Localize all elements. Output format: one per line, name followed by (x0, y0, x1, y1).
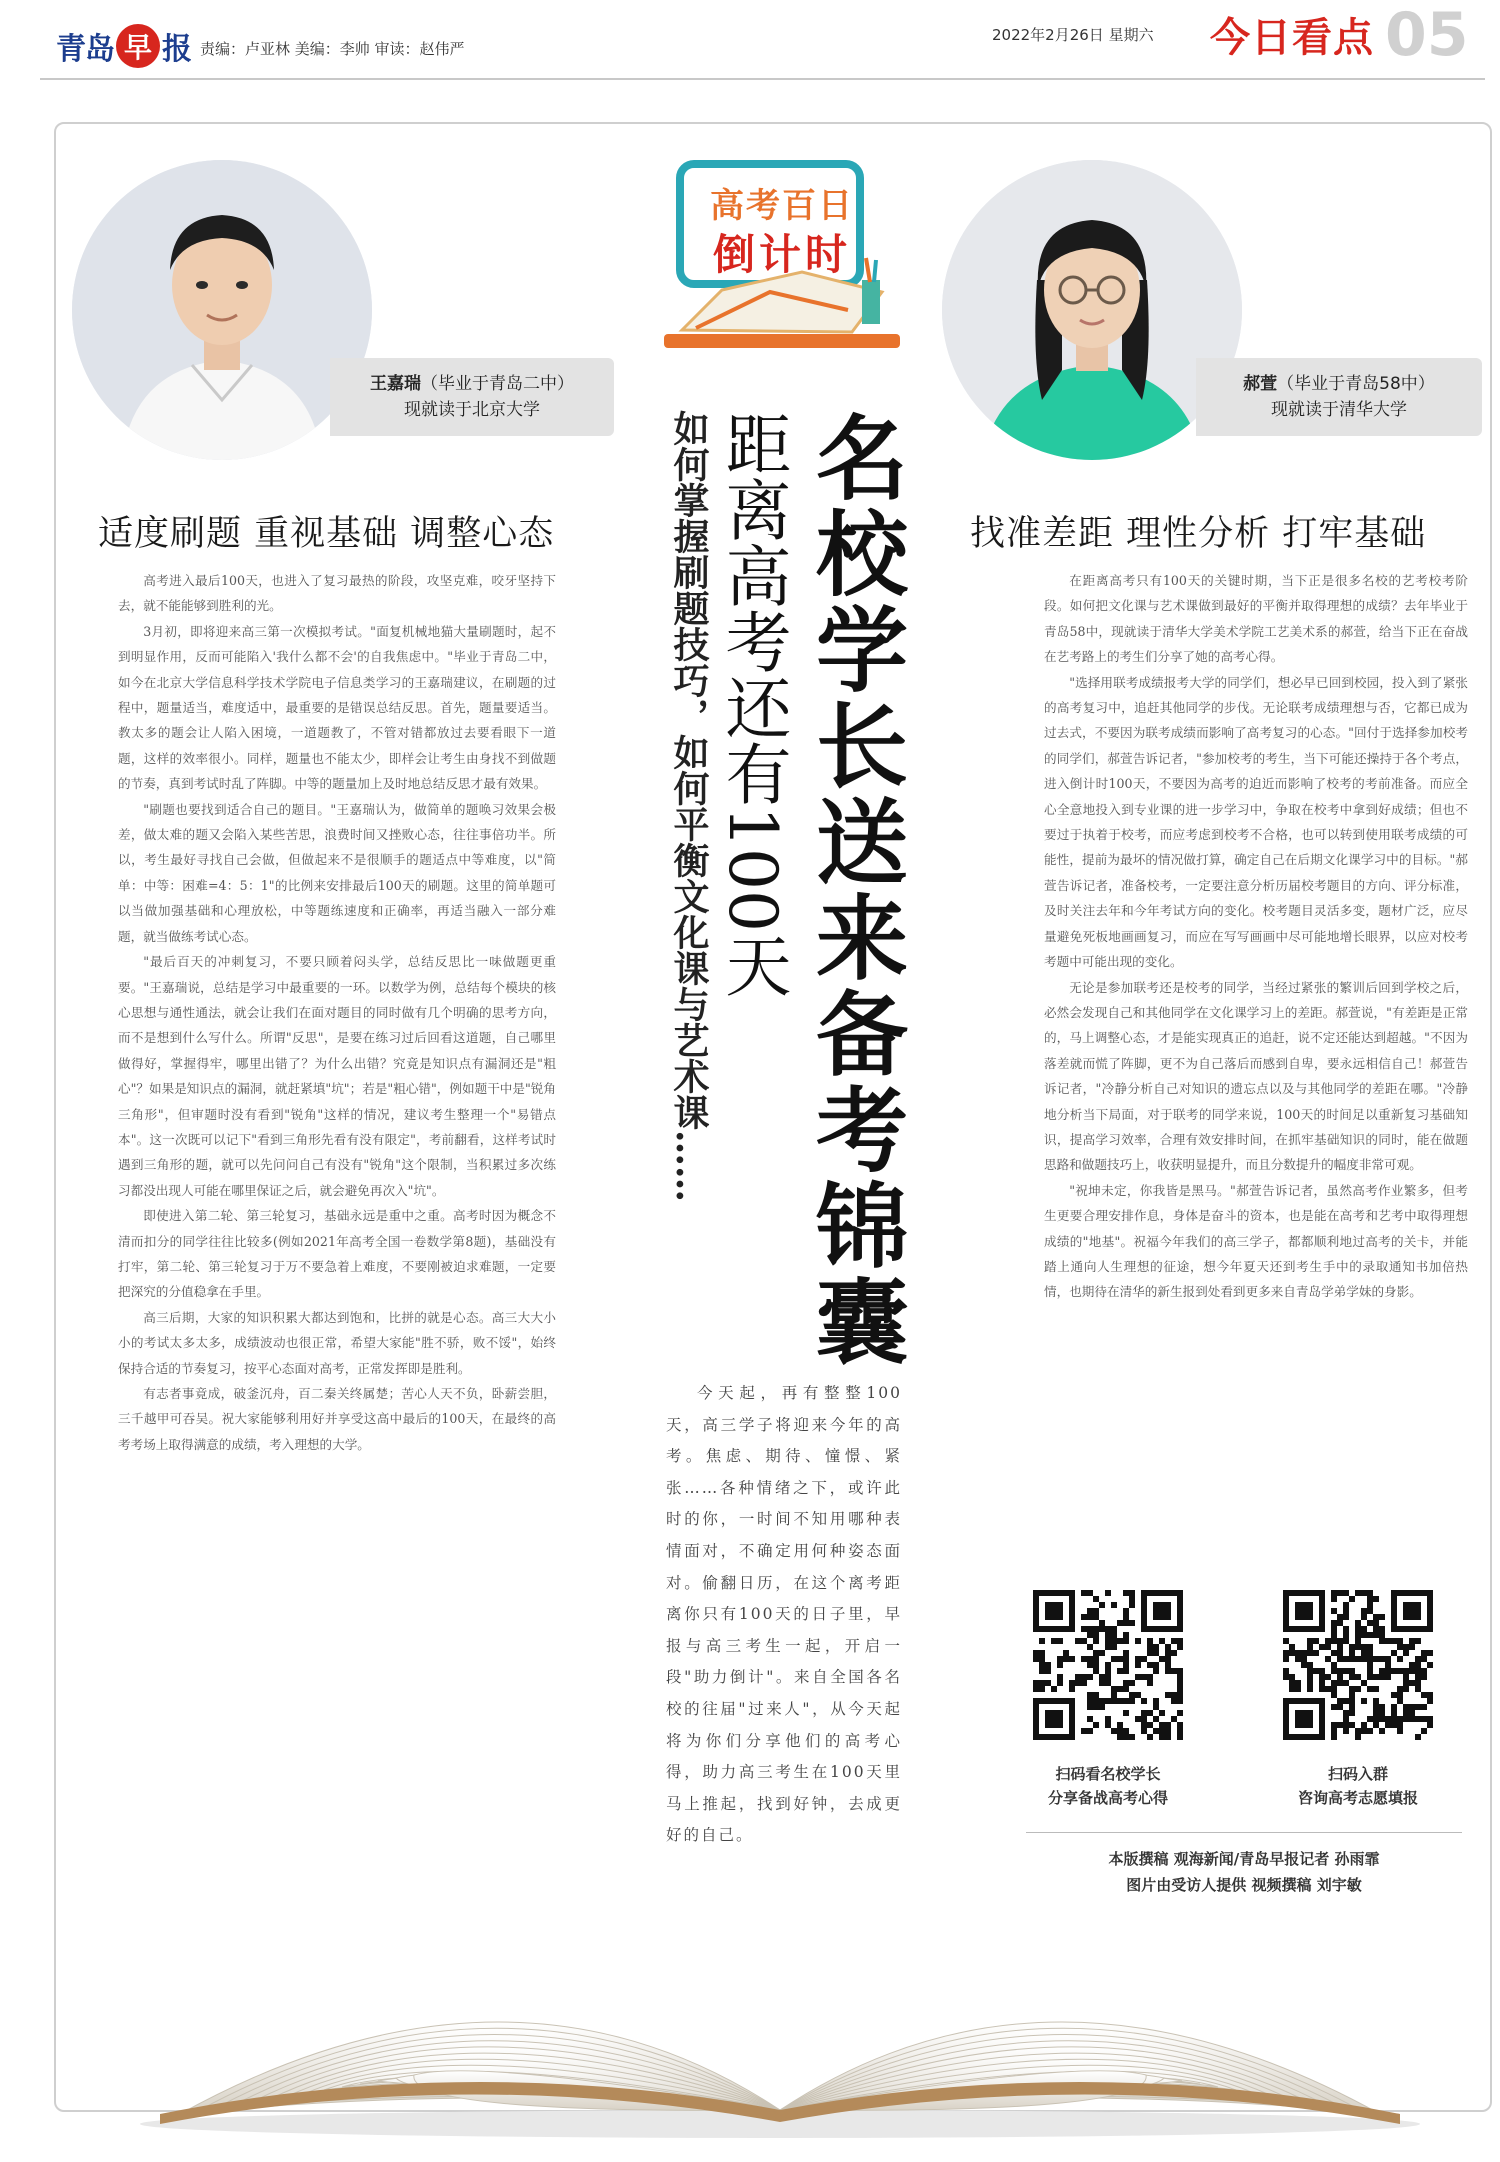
portrait-wang-jiarui (72, 160, 372, 460)
left-column-title: 适度刷题 重视基础 调整心态 (98, 514, 555, 554)
qr-caption (1258, 1762, 1458, 1810)
left-paragraph: 高三后期，大家的知识积累大都达到饱和，比拼的就是心态。高三大大小小的考试太多太多，成绩波动也很正常，希望大家能"胜不骄，败不馁"，始终保持合适的节奏复习，按平心态面对高考，正常发挥即是胜利。 (118, 1309, 556, 1376)
right-name: 郝萱 (1243, 374, 1278, 394)
badge-line2: 倒计时 (712, 230, 851, 279)
editor-credits: 责编：卢亚林 美编：李帅 审读：赵伟严 (200, 40, 465, 58)
left-article-body (118, 568, 556, 1856)
issue-date: 2022年2月26日 星期六 (992, 26, 1154, 44)
left-university: 现就读于北京大学 (404, 400, 540, 420)
qr-caption-line2: 咨询高考志愿填报 (1297, 1789, 1418, 1807)
right-paragraph: "祝坤未定，你我皆是黑马。"郝萱告诉记者，虽然高考作业繁多，但考生更要合理安排作息，身体是奋斗的资本，也是能在高考和艺考中取得理想成绩的"地基"。祝福今年我们的高三学子，都都顺利地过高考的关卡，并能踏上通向人生理想的征途，想今年夏天还到考生手中的录取通知书加倍热情，也期待在清华的新生报到处看到更多来自青岛学弟学妹的身影。 (1044, 1182, 1468, 1300)
left-paragraph: "刷题也要找到适合自己的题目。"王嘉瑞认为，做简单的题唤习效果会极差，做太难的题又会陷入某些苦思，浪费时间又挫败心态，往往事倍功半。所以，考生最好寻找自己会做，但做起来不是很顺手的题适点中等难度，以"简单：中等：困难=4：5：1"的比例来安排最后100天的刷题。这里的简单题可以当做加强基础和心理放松，中等题练速度和正确率，再适当融入一部分难题，就当做练考试心态。 (118, 801, 556, 944)
qr-caption-line1: 扫码看名校学长 (1055, 1765, 1161, 1783)
newspaper-logo[interactable] (56, 24, 191, 68)
sub-headline: 距离高考还有100天 (714, 410, 791, 998)
badge-line1: 高考百日 (710, 186, 854, 226)
qr-caption-line2: 分享备战高考心得 (1047, 1789, 1168, 1807)
logo-seal-icon: 早 (116, 24, 160, 68)
right-article-body (1044, 568, 1468, 1536)
page-number: 05 (1385, 0, 1469, 70)
credits-line2: 图片由受访人提供 视频撰稿 刘宇敏 (1126, 1876, 1362, 1894)
left-paragraph: 高考进入最后100天，也进入了复习最热的阶段，攻坚克难，咬牙坚持下去，就不能能够到胜利的光。 (118, 573, 556, 614)
qr-block-group[interactable] (1258, 1590, 1458, 1810)
credits-line1: 本版撰稿 观海新闻/青岛早报记者 孙雨霏 (1108, 1850, 1380, 1868)
left-paragraph: 3月初，即将迎来高三第一次模拟考试。"面复机械地猫大量刷题时，起不到明显作用，反而可能陷入'我什么都不会'的自我焦虑中。"毕业于青岛二中，如今在北京大学信息科学技术学院电子信息类学习的王嘉瑞建议，在刷题的过程中，题量适当，难度适中，最重要的是错误总结反思。首先，题量要适当。教太多的题会让人陷入困境，一道题教了，不管对错都放过去要看眼下一道题，这样的效率很小。同样，题量也不能太少，即样会让考生由身找不到做题的节奏，真到考试时乱了阵脚。中等的题量加上及时地总结反思才最有效果。 (118, 623, 556, 792)
open-book-illustration (90, 1852, 1470, 2142)
left-paragraph: "最后百天的冲刺复习，不要只顾着闷头学，总结反思比一味做题更重要。"王嘉瑞说，总结是学习中最重要的一环。以数学为例，总结每个模块的核心思想与通性通法，就会让我们在面对题目的同时做有几个明确的思考方向，而不是想到什么写什么。所谓"反思"，是要在练习过后回看这道题，自己哪里做得好，掌握得牢，哪里出错了？为什么出错？究竟是知识点有漏洞还是"粗心"？如果是知识点的漏洞，就赶紧填"坑"；若是"粗心错"，例如题干中是"锐角三角形"，但审题时没有看到"锐角"这样的情况，建议考生整理一个"易错点本"。这一次既可以记下"看到三角形先看有没有限定"，考前翻看，这样考试时遇到三角形的题，就可以先问问自己有没有"锐角"这个限制，当积累过多次练习都没出现人可能在哪里保证之后，就会避免再次入"坑"。 (118, 954, 556, 1198)
right-paragraph: 在距离高考只有100天的关键时期，当下正是很多名校的艺考校考阶段。如何把文化课与艺术课做到最好的平衡并取得理想的成绩？去年毕业于青岛58中，现就读于清华大学美术学院工艺美术系的郝萱，给当下正在奋战在艺考路上的考生们分享了她的高考心得。 (1044, 573, 1468, 665)
qr-code-icon[interactable] (1283, 1590, 1433, 1740)
male-student-photo (72, 160, 372, 460)
left-school: （毕业于青岛二中） (421, 374, 574, 394)
right-paragraph: "选择用联考成绩报考大学的同学们，想必早已回到校园，投入到了紧张的高考复习中，追赶其他同学的步伐。无论联考成绩理想与否，它都已成为过去式，不要因为联考成绩而影响了高考复习的心态。"回付于选择参加校考的同学们，郝萱告诉记者，"参加校考的考生，当下可能还操持于各个考点，进入倒计时100天，不要因为高考的迫近而影响了校考的考前准备。而应全心全意地投入到专业课的进一步学习中，争取在校考中拿到好成绩；但也不要过于执着于校考，而应考虑到校考不合格，也可以转到使用联考成绩的可能性，提前为最坏的情况做打算，确定自己在后期文化课学习中的目标。"郝萱告诉记者，准备校考，一定要注意分析历届校考题目的方向、评分标准，及时关注去年和今年考试方向的变化。校考题目灵活多变，题材广泛，应尽量避免死板地画画复习，而应在写写画画中尽可能地增长眼界，以应对校考考题中可能出现的变化。 (1044, 674, 1468, 970)
left-paragraph: 有志者事竟成，破釜沉舟，百二秦关终属楚；苦心人天不负，卧薪尝胆，三千越甲可吞吴。祝大家能够利用好并享受这高中最后的100天，在最终的高考考场上取得满意的成绩，考入理想的大学。 (118, 1386, 556, 1452)
right-school: （毕业于青岛58中） (1277, 374, 1435, 394)
right-university: 现就读于清华大学 (1271, 400, 1407, 420)
qr-caption-line1: 扫码入群 (1327, 1765, 1388, 1783)
qr-block-video[interactable] (1008, 1590, 1208, 1810)
left-name: 王嘉瑞 (370, 374, 421, 394)
caption-right (1196, 358, 1482, 436)
qr-caption (1008, 1762, 1208, 1810)
right-column-title: 找准差距 理性分析 打牢基础 (970, 514, 1427, 554)
qr-code-icon[interactable] (1033, 1590, 1183, 1740)
headline-deck: 如何掌握刷题技巧，如何平衡文化课与艺术课…… (668, 410, 710, 1202)
masthead-rule (40, 78, 1485, 80)
middle-intro-body (666, 1378, 902, 1852)
middle-paragraph: 今天起，再有整整100天，高三学子将迎来今年的高考。焦虑、期待、憧憬、紧张……各种情绪之下，或许此时的你，一时间不知用哪种表情面对，不确定用何种姿态面对。偷翻日历，在这个离考距离你只有100天的日子里，早报与高三考生一起，开启一段"助力倒计"。来自全国各名校的往届"过来人"，从今天起将为你们分享他们的高考心得，助力高三考生在100天里马上推起，找到好钟，去成更好的自己。 (666, 1384, 902, 1845)
logo-text-right: 报 (162, 32, 191, 67)
caption-left (330, 358, 614, 436)
main-headline: 名校学长送来备考锦囊 (801, 410, 908, 1370)
open-book-icon (90, 1852, 1470, 2142)
left-paragraph: 即使进入第二轮、第三轮复习，基础永远是重中之重。高考时因为概念不清而扣分的同学往往比较多(例如2021年高考全国一卷数学第8题)，基础没有打牢，第二轮、第三轮复习于万不要急着上难度，不要刚被迫求难题，一定要把深究的分值稳拿在手里。 (118, 1208, 556, 1300)
section-title: 今日看点 (1210, 15, 1374, 61)
credits-divider (1026, 1832, 1462, 1833)
right-paragraph: 无论是参加联考还是校考的同学，当经过紧张的繁训后回到学校之后，必然会发现自己和其他同学在文化课学习上的差距。郝萱说，"有差距是正常的，马上调整心态，才是能实现真正的追赶，说不定还能达到超越。"不因为落差就而慌了阵脚，更不为自己落后而感到自卑，要永远相信自己！郝萱告诉记者，"冷静分析自己对知识的遗忘点以及与其他同学的差距在哪。"冷静地分析当下局面，对于联考的同学来说，100天的时间足以重新复习基础知识，提高学习效率，合理有效安排时间，在抓牢基础知识的同时，能在做题思路和做题技巧上，收获明显提升，而且分数提升的幅度非常可观。 (1044, 979, 1468, 1173)
logo-text-left: 青岛 (56, 32, 114, 67)
